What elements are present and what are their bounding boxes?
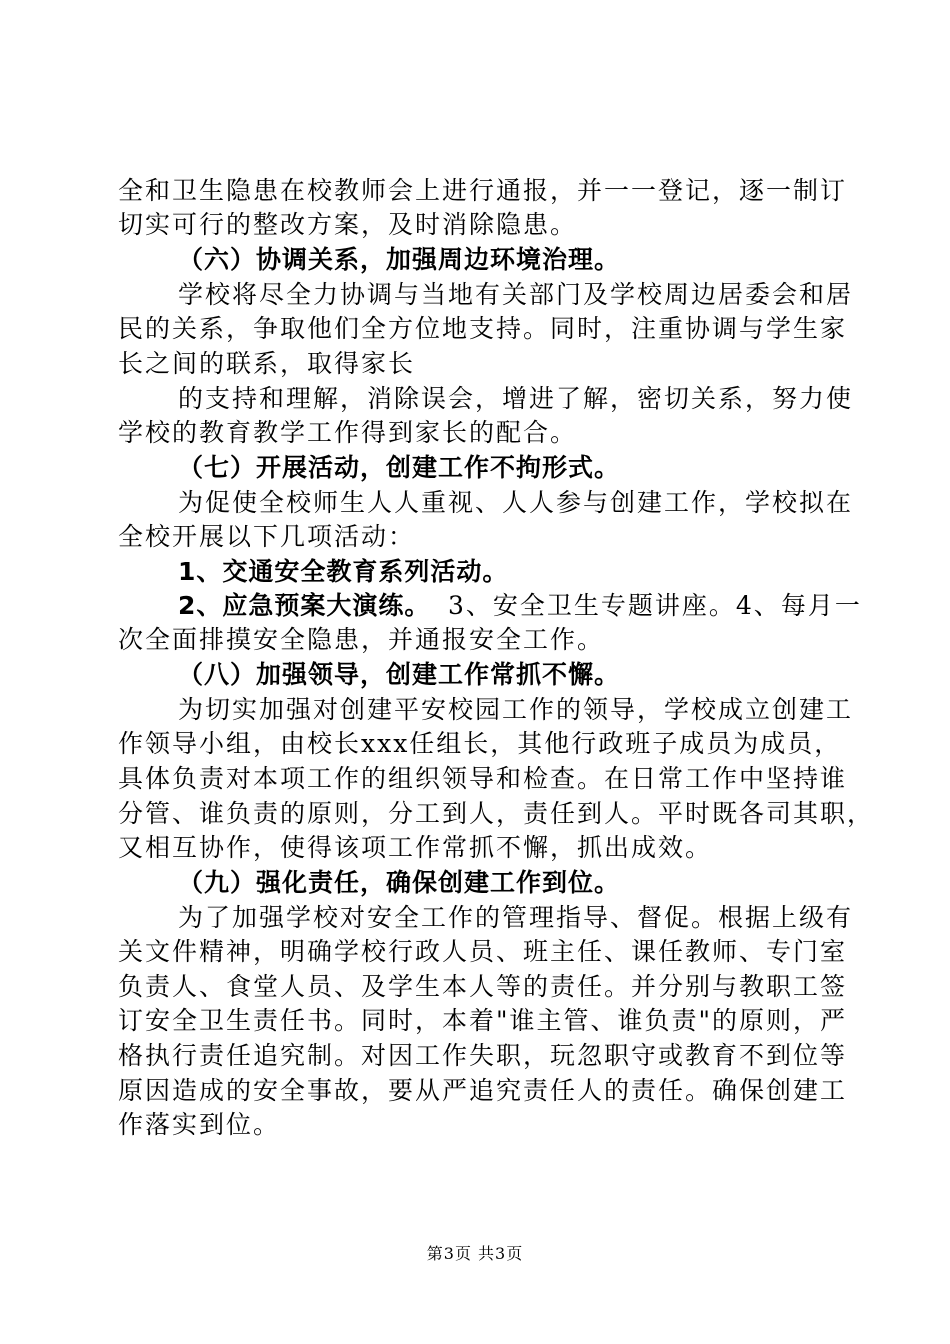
- body-text-line: 具体负责对本项工作的组织领导和检查。在日常工作中坚持谁: [118, 764, 848, 793]
- body-text-line: 又相互协作，使得该项工作常抓不懈，抓出成效。: [118, 833, 713, 862]
- activity-item-2: 2、应急预案大演练。: [178, 591, 431, 620]
- section-heading-9: （九）强化责任，确保创建工作到位。: [178, 868, 621, 897]
- body-text-line: 为了加强学校对安全工作的管理指导、督促。根据上级有: [178, 903, 854, 932]
- body-text-line: 为切实加强对创建平安校园工作的领导，学校成立创建工: [178, 695, 854, 724]
- body-text-line: 关文件精神，明确学校行政人员、班主任、课任教师、专门室: [118, 937, 848, 966]
- body-text-line: 全和卫生隐患在校教师会上进行通报，并一一登记，逐一制订: [118, 176, 848, 205]
- activity-items-3-4: 3、安全卫生专题讲座。4、每月一: [448, 591, 862, 620]
- section-heading-7: （七）开展活动，创建工作不拘形式。: [178, 453, 621, 482]
- body-text-line: 格执行责任追究制。对因工作失职，玩忽职守或教育不到位等: [118, 1041, 848, 1070]
- page-number-footer: 第3页 共3页: [426, 1244, 524, 1263]
- body-text-line: 为促使全校师生人人重视、人人参与创建工作，学校拟在: [178, 488, 854, 517]
- body-text-line: 订安全卫生责任书。同时，本着"谁主管、谁负责"的原则，严: [118, 1006, 848, 1035]
- body-text-line: 长之间的联系，取得家长: [118, 349, 416, 378]
- body-text-line: 民的关系，争取他们全方位地支持。同时，注重协调与学生家: [118, 314, 848, 343]
- section-heading-6: （六）协调关系，加强周边环境治理。: [178, 245, 621, 274]
- body-text-line: 负责人、食堂人员、及学生本人等的责任。并分别与教职工签: [118, 972, 848, 1001]
- body-text-line: 次全面排摸安全隐患，并通报安全工作。: [118, 625, 605, 654]
- body-text-line: 的支持和理解，消除误会，增进了解，密切关系，努力使: [178, 384, 854, 413]
- body-text-line: 切实可行的整改方案，及时消除隐患。: [118, 210, 578, 239]
- body-text-line: 作落实到位。: [118, 1110, 281, 1139]
- body-text-line: 学校的教育教学工作得到家长的配合。: [118, 418, 578, 447]
- body-text-line: 分管、谁负责的原则，分工到人，责任到人。平时既各司其职，: [118, 799, 875, 828]
- body-text-line: 作领导小组，由校长xxx任组长，其他行政班子成员为成员，: [118, 729, 842, 758]
- body-text-line: 学校将尽全力协调与当地有关部门及学校周边居委会和居: [178, 280, 854, 309]
- body-text-line: 全校开展以下几项活动：: [118, 522, 416, 551]
- section-heading-8: （八）加强领导，创建工作常抓不懈。: [178, 660, 621, 689]
- activity-item-1: 1、交通安全教育系列活动。: [178, 557, 509, 586]
- body-text-line: 原因造成的安全事故，要从严追究责任人的责任。确保创建工: [118, 1076, 848, 1105]
